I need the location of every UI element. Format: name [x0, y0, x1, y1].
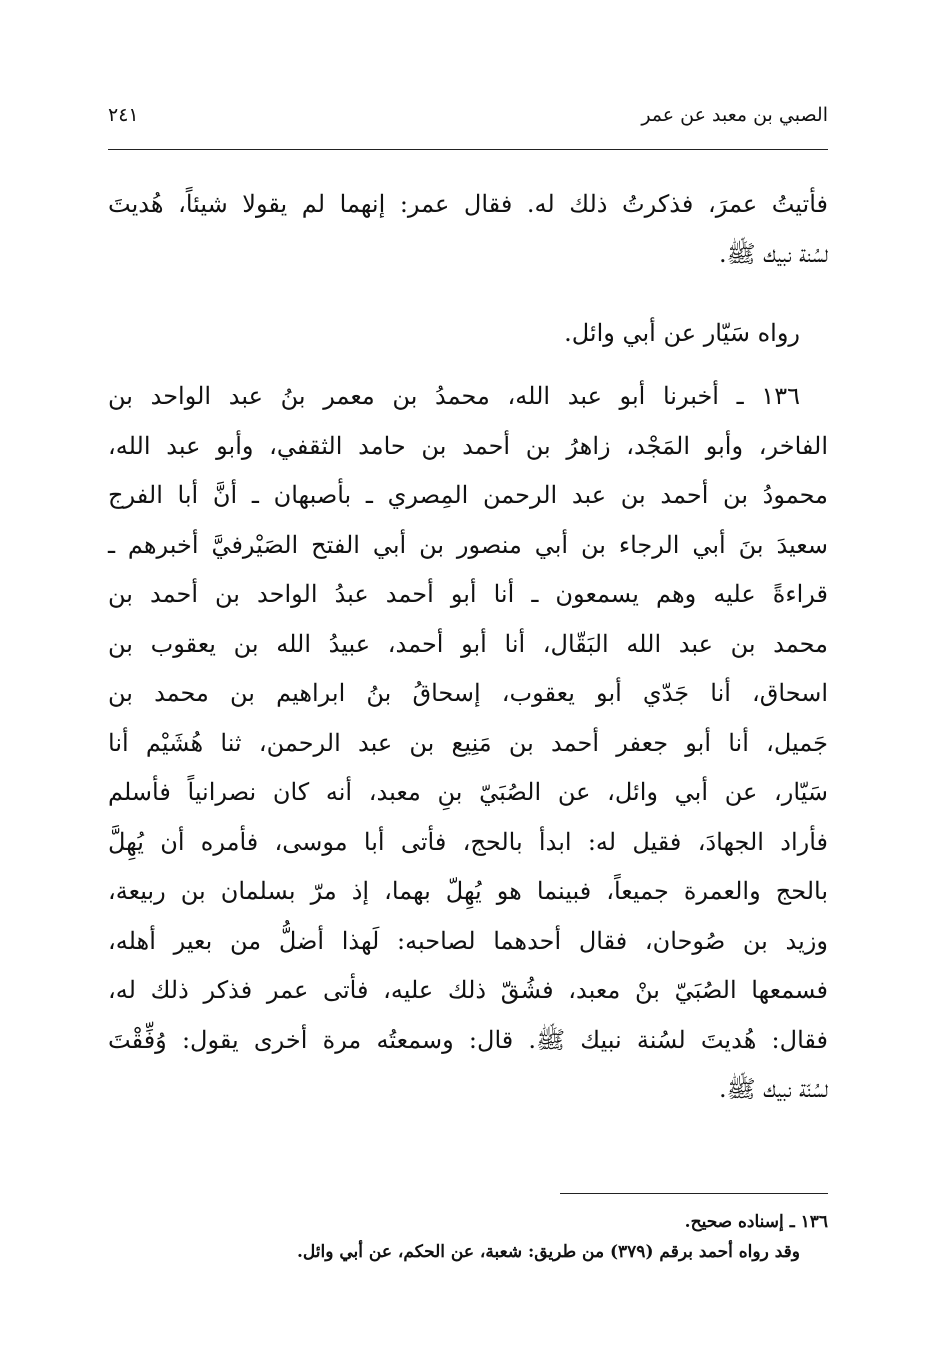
- running-title: الصبي بن معبد عن عمر: [641, 104, 828, 126]
- page-number: ٢٤١: [108, 104, 139, 126]
- text-line: الفاخر، وأبو المَجْد، زاهرُ بن أحمد بن حامد الثقفي، وأبو عبد الله،: [108, 431, 828, 460]
- text-line: رواه سَيّار عن أبي وائل.: [564, 319, 800, 347]
- text-line: اسحاق، أنا جَدّي أبو يعقوب، إسحاقُ بنُ ابراهيم بن محمد بن: [108, 679, 828, 707]
- text-line: فأتيتُ عمرَ، فذكرتُ ذلك له. فقال عمر: إنهما لم يقولا شيئاً، هُديتَ: [108, 190, 828, 218]
- text-line: سعيدَ بنَ أبي الرجاء بن أبي منصور بن أبي الفتح الصَيْرفيَّ أخبرهم ـ: [108, 530, 828, 559]
- text-line: فقال: هُديتَ لسُنة نبيك ﷺ. قال: وسمعتُه مرة أخرى يقول: وُفِّقْتَ: [108, 1025, 828, 1054]
- footnote-line: ١٣٦ ـ إسناده صحيح.: [684, 1212, 828, 1232]
- text-line: محمودُ بن أحمد بن عبد الرحمن المِصري ـ بأصبهان ـ أنَّ أبا الفرج: [108, 481, 828, 509]
- header-divider: [108, 149, 828, 150]
- footnotes: [108, 1207, 828, 1267]
- running-header: [108, 100, 828, 130]
- text-line: ١٣٦ ـ أخبرنا أبو عبد الله، محمدُ بن معمر بنُ عبد الواحد بن: [108, 382, 800, 410]
- narration-note: [108, 309, 828, 359]
- footnote-line: وقد رواه أحمد برقم (٣٧٩) من طريق: شعبة، عن الحكم، عن أبي وائل.: [297, 1242, 800, 1262]
- text-line: جَميل، أنا أبو جعفر أحمد بن مَنِيع بن عبد الرحمن، ثنا هُشَيْم أنا: [108, 728, 828, 757]
- text-line: بالحج والعمرة جميعاً، فبينما هو يُهِلّ بهما، إذ مرّ بسلمان بن ربيعة،: [108, 877, 828, 905]
- text-line: قراءةً عليه وهم يسمعون ـ أنا أبو أحمد عبدُ الواحد بن أحمد بن: [108, 580, 828, 608]
- text-line: محمد بن عبد الله البَقّال، أنا أبو أحمد، عبيدُ الله بن يعقوب بن: [108, 629, 828, 658]
- text-line: وزيد بن صُوحان، فقال أحدهما لصاحبه: لَهذا أضلُّ من بعير أهله،: [108, 926, 828, 955]
- hadith-136: [108, 372, 828, 1115]
- text-line: لسُنّة نبيك ﷺ.: [718, 1075, 828, 1103]
- text-line: سَيّار، عن أبي وائل، عن الصُبَيّ بنِ معبد، أنه كان نصرانياً فأسلم: [108, 778, 828, 806]
- text-line: فأراد الجهادَ، فقيل له: ابدأ بالحج، فأتى أبا موسى، فأمره أن يُهِلَّ: [108, 827, 828, 856]
- footnote-divider: [560, 1193, 828, 1194]
- continuation-paragraph: [108, 180, 828, 279]
- text-line: فسمعها الصُبَيّ بنْ معبد، فشُقّ ذلك عليه، فأتى عمر فذكر ذلك له،: [108, 976, 828, 1004]
- text-line: لسُنة نبيك ﷺ.: [718, 239, 828, 268]
